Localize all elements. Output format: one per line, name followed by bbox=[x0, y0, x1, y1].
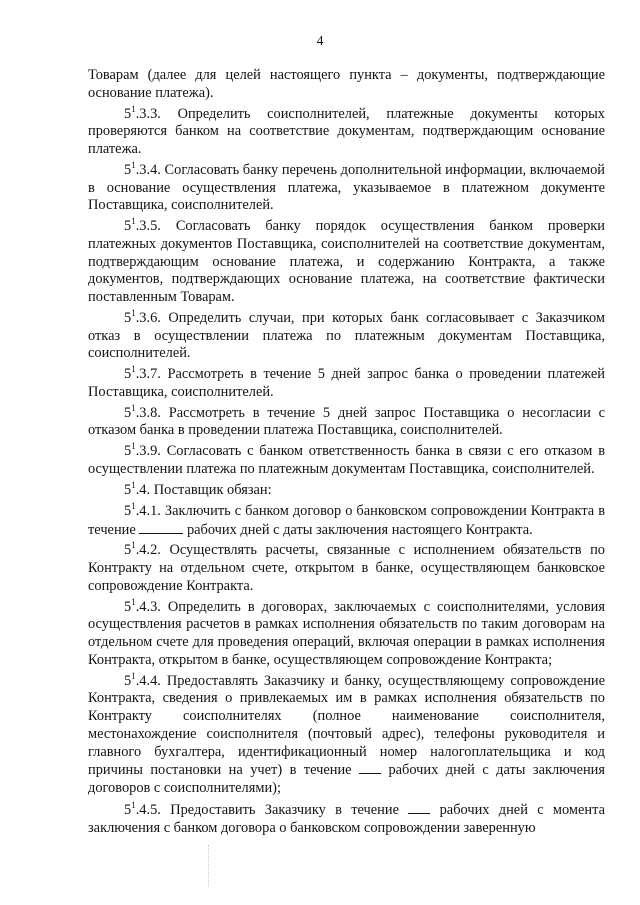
paragraph-number: $5^1.3.4$. bbox=[124, 159, 161, 178]
paragraph-5-1-3-9 bbox=[88, 443, 605, 478]
paragraph-5-1-4-5 bbox=[88, 801, 605, 837]
paragraph-text: Определить случаи, при которых банк согласовывает с Заказчиком отказ в осуществлении платежа по платежным документам Поставщика, соисполнителей. bbox=[88, 309, 605, 362]
paragraph-text: Рассмотреть в течение 5 дней запрос Поставщика о несогласии с отказом банка в проведении платежа Поставщика, соисполнителей. bbox=[88, 404, 605, 439]
paragraph-number: $5^1.3.6$. bbox=[124, 307, 161, 326]
paragraph-5-1-3-7 bbox=[88, 366, 605, 401]
paragraph-continuation bbox=[88, 67, 605, 102]
paragraph-text: Определить в договорах, заключаемых с соисполнителями, условия осуществления расчетов в рамках исполнения обязательств по таким договорам на отдельном счете для проведения операций, включая операции в рамках исполнения Контракта, открытом в банке, осуществляющем сопровождение Контракта; bbox=[88, 598, 605, 668]
paragraph-text: Определить соисполнителей, платежные документы которых проверяются банком на соответствие документам, подтверждающим основание платежа. bbox=[88, 105, 605, 157]
fill-in-blank bbox=[408, 801, 430, 814]
paragraph-number: $5^1.3.3$. bbox=[124, 103, 161, 122]
paragraph-5-1-4-3 bbox=[88, 596, 605, 670]
paragraph-text: Заключить с банком договор о банковском сопровождении Контракта в течение bbox=[88, 502, 605, 538]
paragraph-5-1-3-4 bbox=[88, 159, 605, 215]
paragraph-number: $5^1.4$. bbox=[124, 479, 151, 498]
paragraph-5-1-4-4 bbox=[88, 670, 605, 798]
paragraph-5-1-4 bbox=[88, 479, 605, 500]
paragraph-text-continued: рабочих дней с даты заключения настоящего Контракта. bbox=[186, 521, 533, 538]
paragraph-number: $5^1.3.7$. bbox=[124, 364, 161, 383]
document-body bbox=[88, 67, 605, 840]
paragraph-5-1-3-8 bbox=[88, 402, 605, 440]
paragraph-text: Предоставлять Заказчику и банку, осуществляющему сопровождение Контракта, сведения о привлекаемых им в рамках исполнения обязательств по Контракту соисполнителях (полное наименование соисполнителя, местонахождение соисполнителя (почтовый адрес), телефоны руководителя и главного бухгалтера, идентификационный номер налогоплательщика и код причины постановки на учет) в течение bbox=[88, 672, 605, 779]
paragraph-number: $5^1.3.5$. bbox=[124, 216, 161, 235]
paragraph-text: Поставщик обязан: bbox=[153, 481, 272, 498]
paragraph-number: $5^1.3.9$. bbox=[124, 441, 161, 460]
page-number: 4 bbox=[316, 34, 324, 49]
paragraph-5-1-4-1 bbox=[88, 500, 605, 539]
paragraph-text: Предоставить Заказчику в течение bbox=[170, 801, 399, 818]
paragraph-number: $5^1.4.1$. bbox=[124, 500, 161, 519]
scan-artifact-dotted-line bbox=[208, 845, 211, 887]
paragraph-number: $5^1.4.3$. bbox=[124, 596, 161, 615]
paragraph-5-1-3-6 bbox=[88, 307, 605, 363]
paragraph-text-continued: рабочих дней с момента заключения с банком договора о банковском сопровождении заверенную bbox=[88, 801, 605, 836]
paragraph-text: Согласовать банку перечень дополнительной информации, включаемой в основание осуществления платежа, указываемое в платежном документе Поставщика, соисполнителей. bbox=[88, 161, 605, 214]
paragraph-5-1-3-3 bbox=[88, 103, 605, 159]
paragraph-5-1-3-5 bbox=[88, 218, 605, 307]
paragraph-5-1-4-2 bbox=[88, 542, 605, 595]
paragraph-number: $5^1.4.4$. bbox=[124, 670, 161, 689]
fill-in-blank bbox=[139, 521, 183, 534]
paragraph-text: Согласовать с банком ответственность банка в связи с его отказом в осуществлении платежа по платежным документам Поставщика, соисполнителей. bbox=[88, 443, 605, 478]
paragraph-text: Товарам (далее для целей настоящего пункта – документы, подтверждающие основание платежа). bbox=[88, 67, 605, 101]
paragraph-text-continued: рабочих дней с даты заключения договоров с соисполнителями); bbox=[88, 762, 605, 796]
paragraph-text: Согласовать банку порядок осуществления банком проверки платежных документов Поставщика, соисполнителей на соответствие документам, подтверждающим основание платежа, и содержанию Контракта, а также документов, подтверждающих основание платежа, на соответствие фактически поставленным Товарам. bbox=[88, 218, 605, 305]
paragraph-number: $5^1.4.5$. bbox=[124, 799, 161, 818]
fill-in-blank bbox=[359, 761, 381, 774]
paragraph-number: $5^1.3.8$. bbox=[124, 402, 161, 421]
paragraph-number: $5^1.4.2$. bbox=[124, 540, 161, 559]
paragraph-text: Рассмотреть в течение 5 дней запрос банка о проведении платежей Поставщика, соисполнителей. bbox=[88, 366, 605, 400]
paragraph-text: Осуществлять расчеты, связанные с исполнением обязательств по Контракту на отдельном счете, открытом в банке, осуществляющем банковское сопровождение Контракта. bbox=[88, 542, 605, 594]
